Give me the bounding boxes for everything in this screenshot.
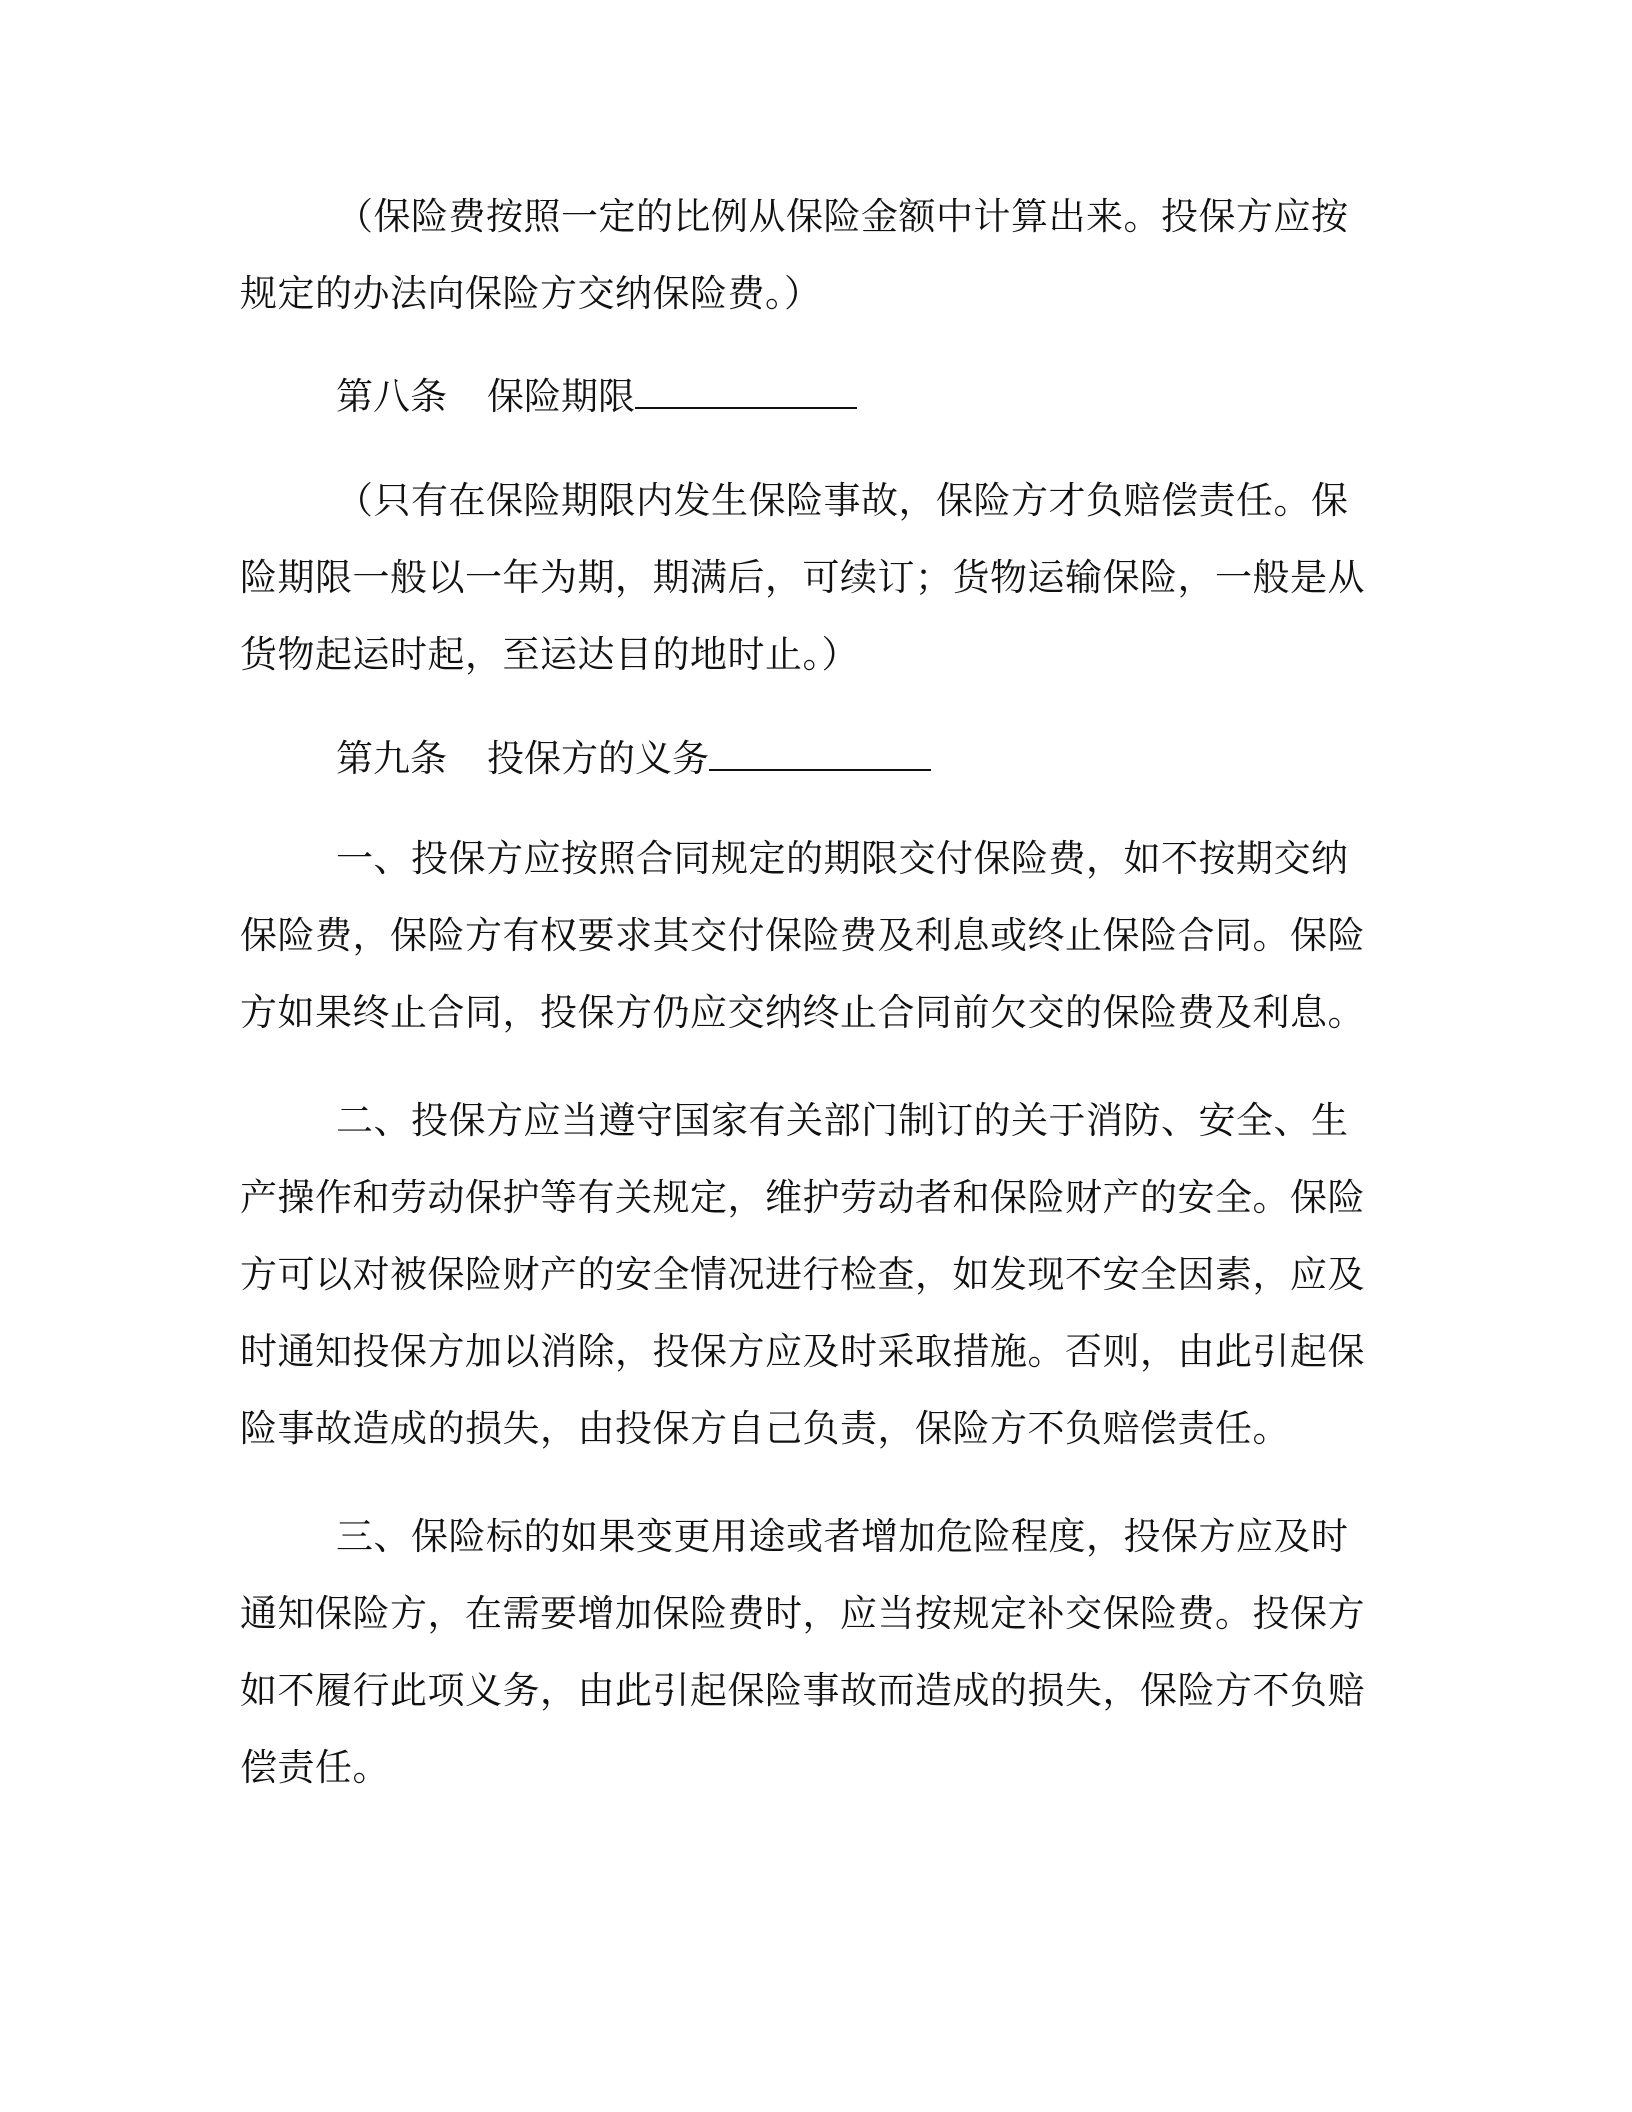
article-8-title: 保险期限 [487, 375, 635, 418]
duty-item-2: 二、投保方应当遵守国家有关部门制订的关于消防、安全、生产操作和劳动保护等有关规定，维护劳动者和保险财产的安全。保险方可以对被保险财产的安全情况进行检查，如发现不安全因素，应及时通知投保方加以消除，投保方应及时采取措施。否则，由此引起保险事故造成的损失，由投保方自己负责，保险方不负赔偿责任。 [240, 1099, 1365, 1450]
insurance-period-note: （只有在保险期限内发生保险事故，保险方才负赔偿责任。保险期限一般以一年为期，期满后，可续订；货物运输保险，一般是从货物起运时起，至运达目的地时止。） [240, 479, 1365, 676]
duty-item-1: 一、投保方应按照合同规定的期限交付保险费，如不按期交纳保险费，保险方有权要求其交付保险费及利息或终止保险合同。保险方如果终止合同，投保方仍应交纳终止合同前欠交的保险费及利息。 [240, 837, 1365, 1034]
article-9-fill-blank [709, 739, 931, 771]
article-9-title: 投保方的义务 [487, 737, 709, 780]
article-8-number: 第八条 [336, 375, 447, 418]
article-8-heading [336, 358, 857, 435]
article-9-number: 第九条 [336, 737, 447, 780]
duty-item-3: 三、保险标的如果变更用途或者增加危险程度，投保方应及时通知保险方，在需要增加保险费时，应当按规定补交保险费。投保方如不履行此项义务，由此引起保险事故而造成的损失，保险方不负赔偿责任。 [240, 1515, 1365, 1789]
premium-calculation-note: （保险费按照一定的比例从保险金额中计算出来。投保方应按规定的办法向保险方交纳保险费。） [240, 195, 1349, 315]
article-8-fill-blank [635, 377, 857, 409]
article-9-heading [336, 720, 931, 797]
